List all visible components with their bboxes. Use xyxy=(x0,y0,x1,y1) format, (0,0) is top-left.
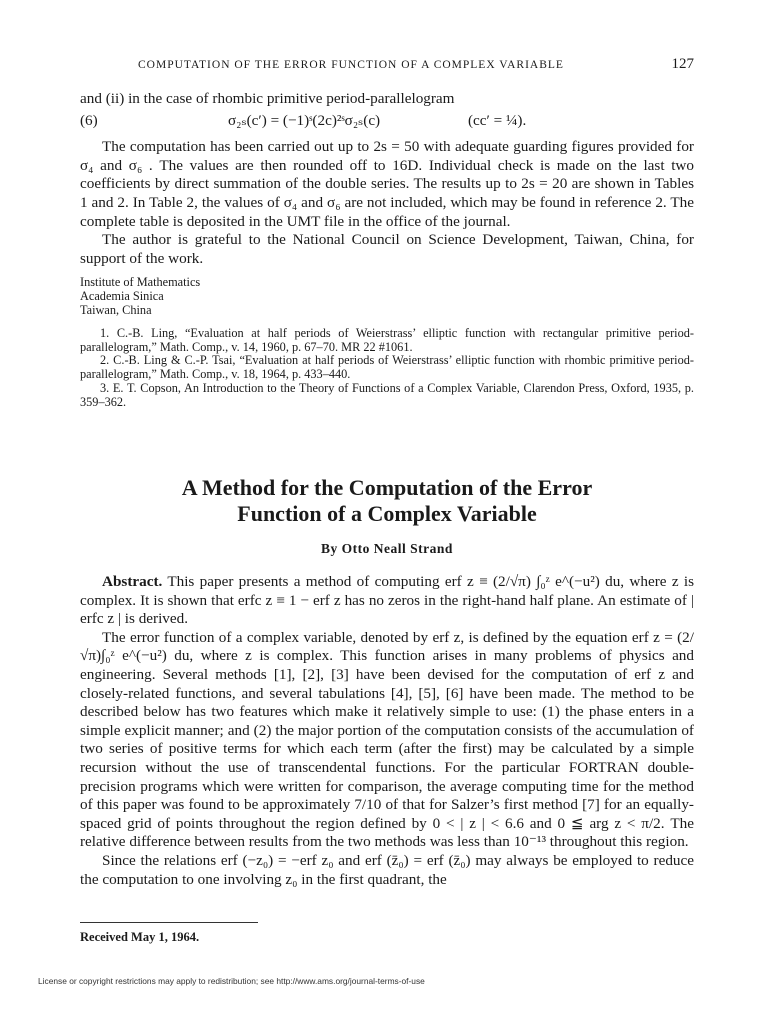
article-title-line: Function of a Complex Variable xyxy=(237,501,537,526)
footnote-rule xyxy=(80,922,258,923)
license-notice: License or copyright restrictions may apply to redistribution; see http://www.ams.org/journal-terms-of-use xyxy=(38,976,425,986)
paragraph-computation: The computation has been carried out up to 2s = 50 with adequate guarding figures provided for σ₄ and σ₆ . The values are then rounded off to 16D. Individual check is made on the last two coefficients by direct summation of the double series. The results up to 2s = 20 are shown in Tables 1 and 2. In Table 2, the values of σ₄ and σ₆ are not included, which may be found in reference 2. The complete table is deposited in the UMT file in the office of the journal. xyxy=(80,138,694,230)
reference-item: 1. C.-B. Ling, “Evaluation at half periods of Weierstrass’ elliptic function with rectangular primitive period-parallelogram,” Math. Comp., v. 14, 1960, p. 67–70. MR 22 #1061. xyxy=(80,325,694,354)
running-head xyxy=(138,56,694,73)
abstract-paragraph xyxy=(80,573,694,629)
paragraph-acknowledgment: The author is grateful to the National Council on Science Development, Taiwan, China, for support of the work. xyxy=(80,231,694,267)
equation-lhs: σ₂ₛ(c′) = (−1)ˢ(2c)²ˢσ₂ₛ(c) xyxy=(228,111,381,129)
article-title-line: A Method for the Computation of the Error xyxy=(181,475,593,500)
body-paragraph-2: Since the relations erf (−z₀) = −erf z₀ and erf (z̄₀) = erf (z̄₀) may always be employed to reduce the computation to one involving z₀ in the first quadrant, the xyxy=(80,851,694,888)
running-head-title: COMPUTATION OF THE ERROR FUNCTION OF A COMPLEX VARIABLE xyxy=(138,59,564,71)
author-address xyxy=(80,276,694,317)
continued-section xyxy=(80,90,694,410)
equation-rhs: (cc′ = ¼). xyxy=(468,111,527,129)
references-list xyxy=(80,327,694,410)
equation-6 xyxy=(80,112,694,131)
address-line: Taiwan, China xyxy=(80,302,152,317)
reference-item: 3. E. T. Copson, An Introduction to the Theory of Functions of a Complex Variable, Clarendon Press, Oxford, 1935, p. 359–362. xyxy=(80,380,694,409)
abstract-label: Abstract. xyxy=(102,573,163,590)
intro-line: and (ii) in the case of rhombic primitive period-parallelogram xyxy=(80,90,455,107)
received-date: Received May 1, 1964. xyxy=(80,930,200,944)
body-paragraph-1: The error function of a complex variable, denoted by erf z, is defined by the equation erf z = (2/√π)∫₀ᶻ e^(−u²) du, where z is complex. This function arises in many problems of physics and engineering. Several methods [1], [2], [3] have been devised for the computation of erf z and closely-related functions, and several tabulations [4], [5], [6] have been made. The method to be described below has two features which make it relatively simple to use: (1) the phase enters in a simple explicit manner; and (2) the major portion of the computation consists of the accumulation of two series of positive terms for which each term (after the first) may be calculated by a simple recursion without the use of transcendental functions. For the particular FORTRAN double-precision programs which were written for comparison, the average computing time for the method of this paper was found to be approximately 7/10 of that for Salzer’s first method [7] for an equally-spaced grid of points throughout the region defined by 0 < | z | < 6.6 and 0 ≦ arg z < π/2. The relative difference between results from the two methods was less than 10⁻¹³ throughout this region. xyxy=(80,628,694,851)
abstract-text: This paper presents a method of computing erf z ≡ (2/√π) ∫₀ᶻ e^(−u²) du, where z is complex. It is shown that erfc z ≡ 1 − erf z has no zeros in the right-hand half plane. An estimate of | erfc z | is derived. xyxy=(80,573,694,628)
article-author: By Otto Neall Strand xyxy=(321,541,453,556)
address-line: Academia Sinica xyxy=(80,289,164,304)
address-line: Institute of Mathematics xyxy=(80,275,201,290)
equation-number: (6) xyxy=(80,111,98,129)
article-body xyxy=(80,573,694,889)
article-title xyxy=(80,475,694,527)
reference-item: 2. C.-B. Ling & C.-P. Tsai, “Evaluation at half periods of Weierstrass’ elliptic function with rhombic primitive period-parallelogram,” Math. Comp., v. 18, 1964, p. 433–440. xyxy=(80,353,694,382)
page-number: 127 xyxy=(671,56,694,72)
